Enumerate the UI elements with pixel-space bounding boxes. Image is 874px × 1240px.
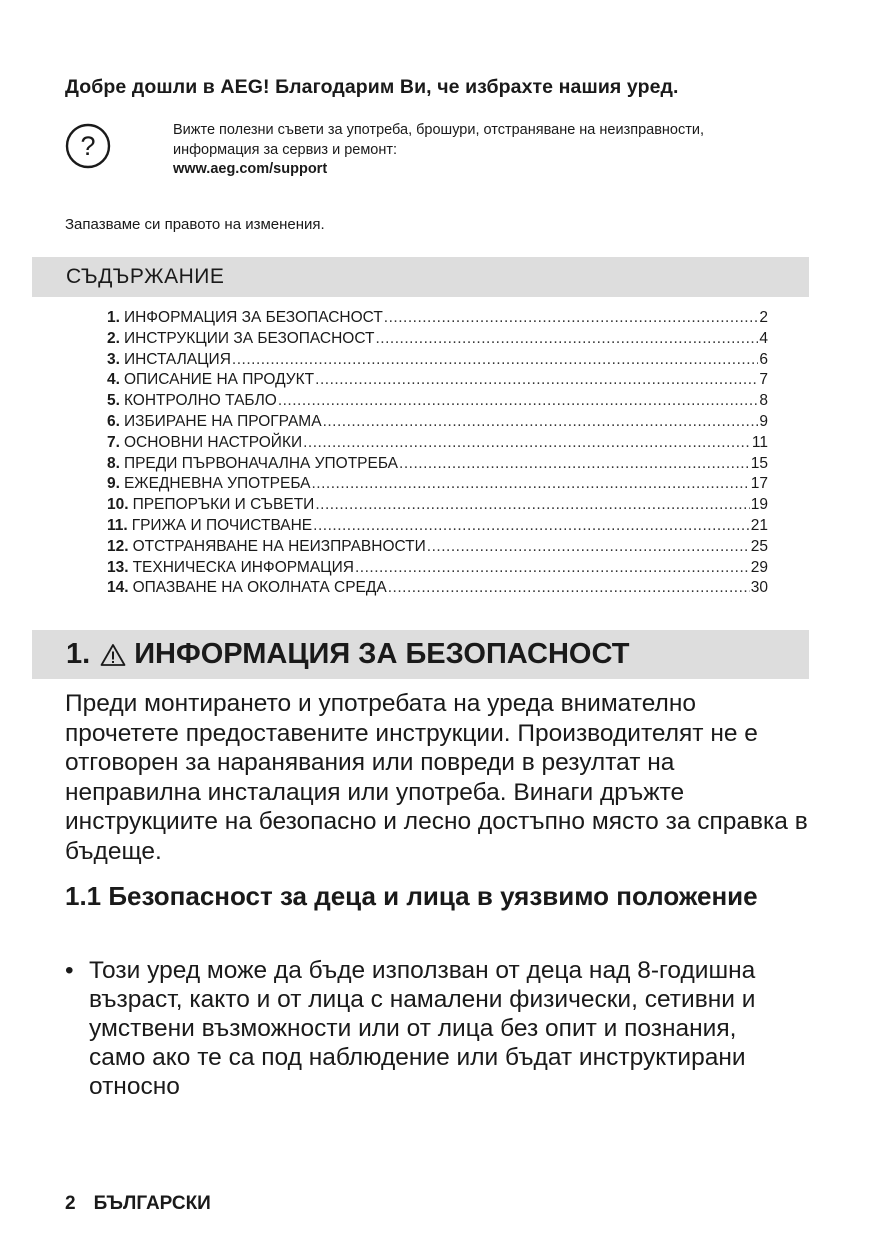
page-number: 2 [65, 1193, 76, 1214]
section-header [32, 630, 809, 679]
toc-entry[interactable] [107, 558, 768, 579]
toc-label: КОНТРОЛНО ТАБЛО [123, 392, 277, 410]
toc-page-number: 29 [750, 558, 768, 576]
toc-leader-dots [399, 454, 750, 475]
intro-paragraph: Преди монтирането и употребата на уреда внимателно прочетете предоставените инструкции. Производителят не е отговорен за наранявания или повреди в резултат на неправилна инсталация или употреба. Винаги дръжте инструкциите на безопасно и лесно достъпно място за справка в бъдеще. [65, 690, 808, 865]
toc-page-number: 11 [751, 433, 768, 451]
bullet-dot-icon: • [65, 957, 74, 984]
toc-leader-dots [312, 474, 750, 495]
page-footer [65, 1193, 211, 1215]
toc-page-number: 4 [759, 329, 768, 347]
toc-entry[interactable] [107, 308, 768, 329]
toc-entry[interactable] [107, 370, 768, 391]
toc-label: ОПАЗВАНЕ НА ОКОЛНАТА СРЕДА [132, 579, 387, 597]
support-line: информация за сервиз и ремонт: [173, 141, 398, 158]
bullet-text: Този уред може да бъде използван от деца над 8-годишна възраст, както и от лица с намалени физически, сетивни и умствени възможности или от лица без опит и познания, само ако те са под наблюдение или бъдат инструктирани относно [89, 957, 756, 1100]
toc-leader-dots [315, 370, 758, 391]
toc-page-number: 2 [759, 309, 768, 326]
svg-text:?: ? [80, 131, 96, 161]
toc-number: 7. [107, 433, 120, 451]
toc-leader-dots [355, 558, 750, 579]
toc-page-number: 6 [759, 350, 768, 368]
toc-entry[interactable] [107, 516, 768, 537]
toc-page-number: 17 [750, 475, 768, 493]
toc-number: 3. [107, 350, 120, 368]
toc-number: 6. [107, 412, 120, 430]
toc-page-number: 30 [750, 579, 768, 597]
toc-entry[interactable] [107, 329, 768, 350]
reserve-note: Запазваме си правото на изменения. [65, 216, 325, 233]
toc-leader-dots [313, 516, 750, 537]
support-line: Вижте полезни съвети за употреба, брошури, отстраняване на неизправности, [173, 122, 704, 138]
footer-language: БЪЛГАРСКИ [93, 1193, 211, 1214]
toc-entry[interactable] [107, 350, 768, 371]
toc-entry[interactable] [107, 474, 768, 495]
toc-entry[interactable] [107, 495, 768, 516]
table-of-contents [107, 308, 768, 599]
toc-number: 1. [107, 309, 120, 326]
section-title-text: ИНФОРМАЦИЯ ЗА БЕЗОПАСНОСТ [134, 638, 630, 670]
toc-label: ПРЕПОРЪКИ И СЪВЕТИ [132, 496, 315, 514]
toc-leader-dots [232, 350, 758, 371]
toc-page-number: 9 [759, 412, 768, 430]
toc-entry[interactable] [107, 578, 768, 599]
toc-number: 12. [107, 537, 129, 555]
toc-page-number: 21 [750, 516, 768, 534]
toc-page-number: 8 [759, 392, 768, 410]
toc-number: 5. [107, 392, 120, 410]
toc-leader-dots [384, 308, 759, 329]
toc-number: 14. [107, 579, 129, 597]
toc-number: 11. [107, 516, 128, 534]
contents-header [32, 257, 809, 297]
toc-label: ОТСТРАНЯВАНЕ НА НЕИЗПРАВНОСТИ [132, 537, 426, 555]
subsection-title: 1.1 Безопасност за деца и лица в уязвимо положение [65, 881, 758, 911]
toc-number: 8. [107, 454, 120, 472]
support-link[interactable]: www.aeg.com/support [173, 161, 328, 177]
toc-leader-dots [278, 391, 759, 412]
toc-leader-dots [388, 578, 750, 599]
toc-entry[interactable] [107, 454, 768, 475]
bullet-list [65, 956, 795, 1101]
toc-number: 9. [107, 475, 120, 493]
toc-label: ОСНОВНИ НАСТРОЙКИ [123, 433, 303, 451]
toc-label: ИНСТРУКЦИИ ЗА БЕЗОПАСНОСТ [123, 329, 375, 347]
toc-leader-dots [315, 495, 749, 516]
toc-page-number: 25 [750, 537, 768, 555]
toc-label: ГРИЖА И ПОЧИСТВАНЕ [131, 516, 313, 534]
toc-leader-dots [376, 329, 759, 350]
toc-number: 2. [107, 329, 120, 347]
section-number: 1. [66, 638, 91, 670]
list-item [65, 956, 795, 1101]
toc-leader-dots [303, 433, 751, 454]
toc-leader-dots [427, 537, 750, 558]
toc-number: 4. [107, 371, 120, 389]
warning-triangle-icon [100, 643, 126, 667]
toc-number: 10. [107, 496, 129, 514]
toc-page-number: 7 [759, 371, 768, 389]
support-info [173, 121, 833, 180]
toc-label: ЕЖЕДНЕВНА УПОТРЕБА [123, 475, 311, 493]
toc-label: ПРЕДИ ПЪРВОНАЧАЛНА УПОТРЕБА [123, 454, 399, 472]
toc-entry[interactable] [107, 537, 768, 558]
section-title [66, 638, 629, 671]
contents-title: СЪДЪРЖАНИЕ [66, 265, 225, 288]
toc-label: ИНФОРМАЦИЯ ЗА БЕЗОПАСНОСТ [123, 309, 383, 326]
toc-leader-dots [323, 412, 759, 433]
toc-page-number: 19 [750, 496, 768, 514]
toc-label: ИНСТАЛАЦИЯ [123, 350, 231, 368]
toc-label: ТЕХНИЧЕСКА ИНФОРМАЦИЯ [132, 558, 354, 576]
toc-label: ОПИСАНИЕ НА ПРОДУКТ [123, 371, 315, 389]
question-circle-icon [65, 123, 111, 169]
toc-entry[interactable] [107, 391, 768, 412]
toc-number: 13. [107, 558, 129, 576]
toc-page-number: 15 [750, 454, 768, 472]
welcome-heading: Добре дошли в AEG! Благодарим Ви, че избрахте нашия уред. [65, 76, 679, 98]
toc-label: ИЗБИРАНЕ НА ПРОГРАМА [123, 412, 322, 430]
toc-entry[interactable] [107, 412, 768, 433]
toc-entry[interactable] [107, 433, 768, 454]
